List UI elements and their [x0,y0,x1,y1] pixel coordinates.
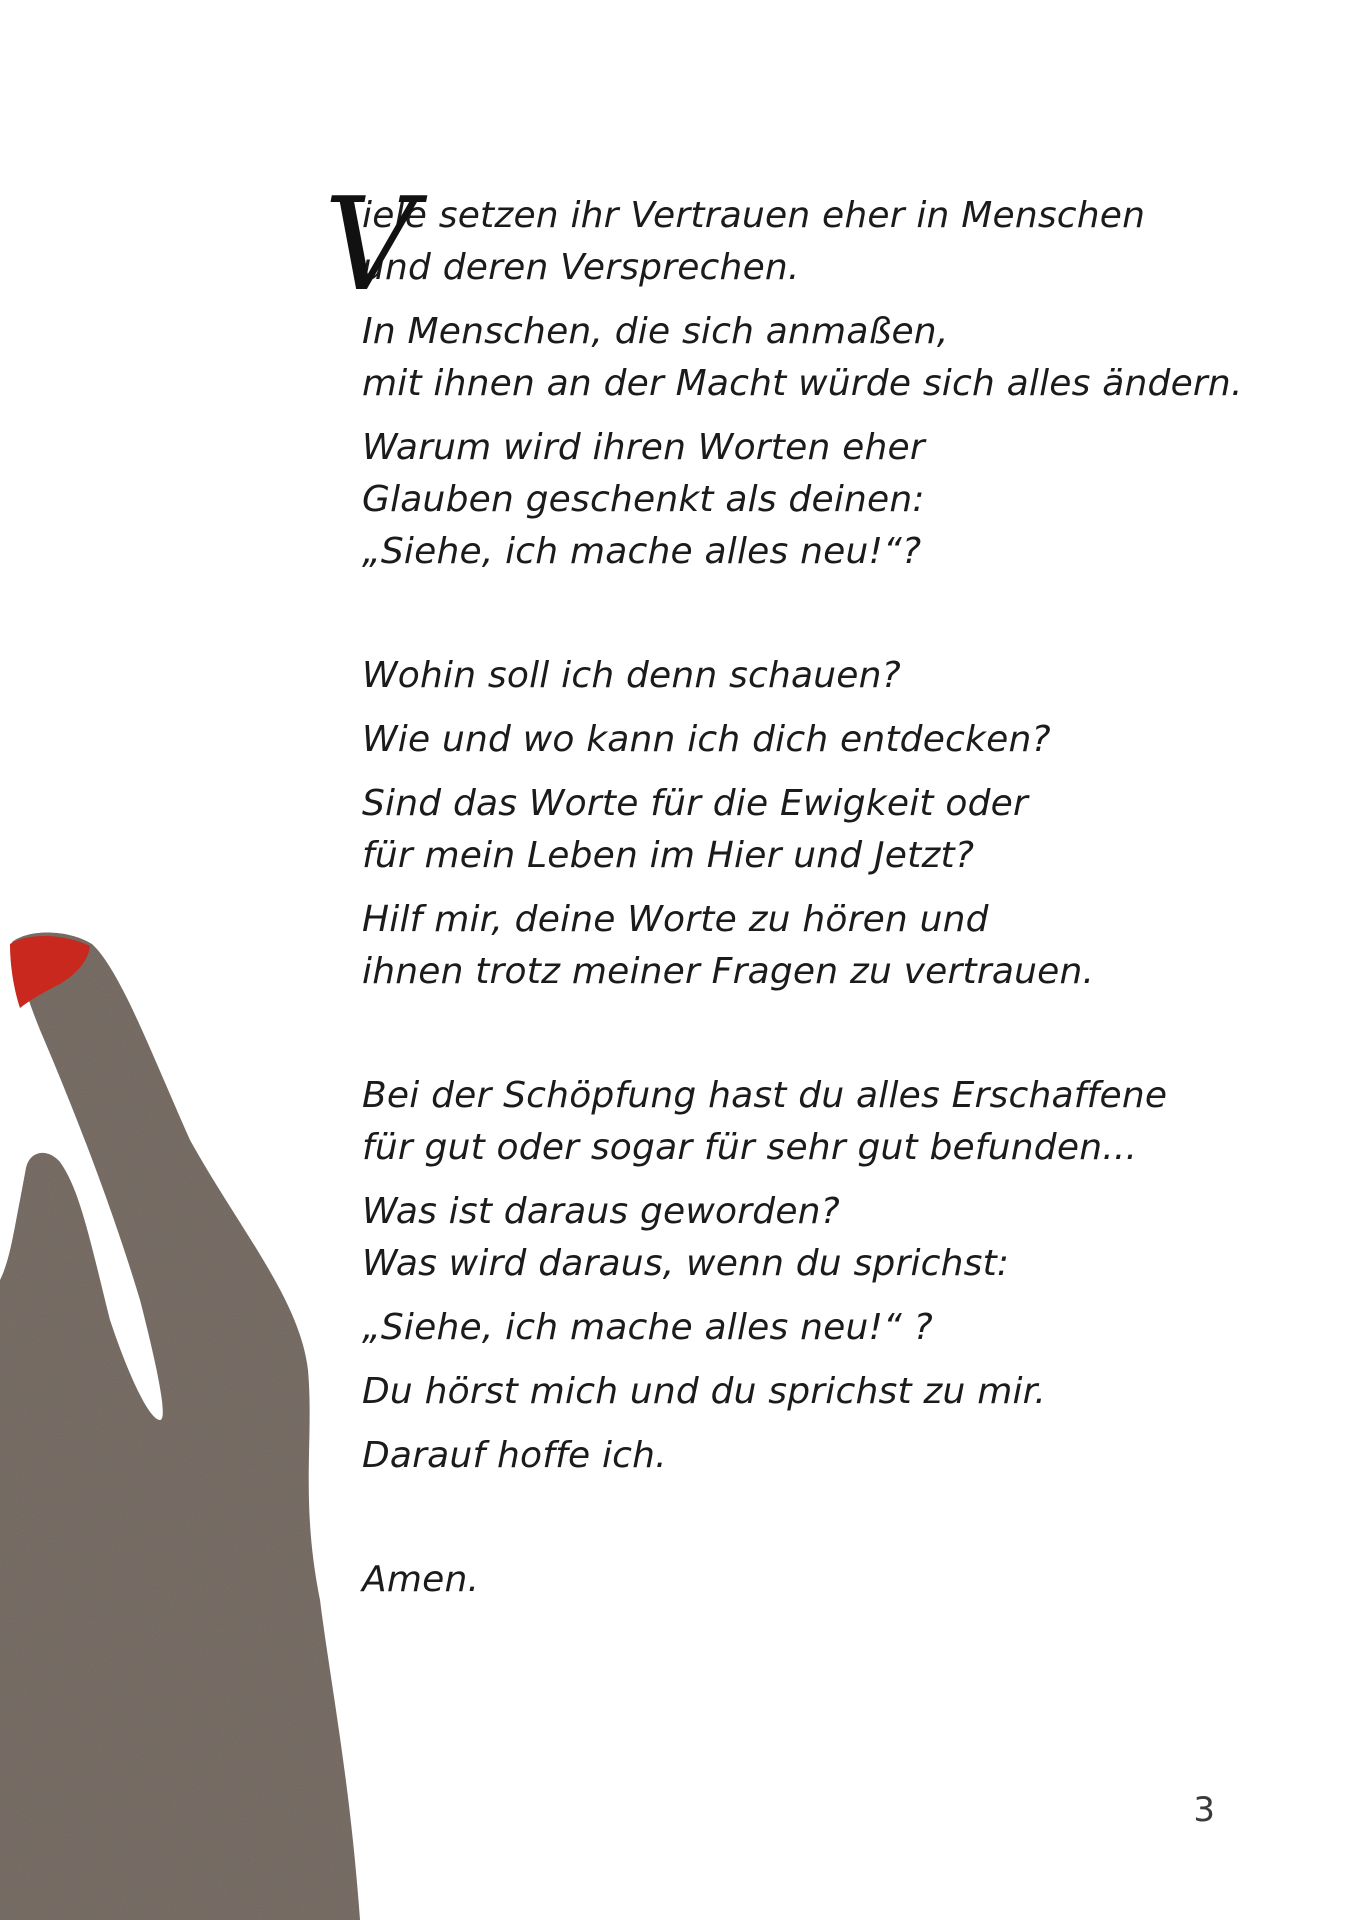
poem-line: „Siehe, ich mache alles neu!“? [362,531,922,572]
poem-line: Glauben geschenkt als deinen: [362,479,925,520]
poem-line: Wie und wo kann ich dich entdecken? [362,719,1051,760]
hand-shape [0,932,360,1920]
poem-line: „Siehe, ich mache alles neu!“ ? [362,1307,933,1348]
poem-line: Bei der Schöpfung hast du alles Erschaffene [362,1075,1168,1116]
poem-line: Sind das Worte für die Ewigkeit oder [362,783,1029,824]
poem-line: ihnen trotz meiner Fragen zu vertrauen. [362,951,1095,992]
poem-line: Warum wird ihren Worten eher [362,427,925,468]
drop-cap-letter: V [324,171,417,320]
poem-line: Was ist daraus geworden? [362,1191,840,1232]
poem-line: Wohin soll ich denn schauen? [362,655,901,696]
poem-text [324,171,1262,1606]
page-number: 3 [1193,1790,1215,1830]
poem-line: In Menschen, die sich anmaßen, [362,311,949,352]
poem-line: und deren Versprechen. [362,247,800,288]
poem-line: für mein Leben im Hier und Jetzt? [362,835,975,876]
poem-line: Hilf mir, deine Worte zu hören und [362,899,989,940]
poem-line: für gut oder sogar für sehr gut befunden... [362,1127,1138,1168]
poem-line: Darauf hoffe ich. [362,1435,667,1476]
poem-closing: Amen. [362,1559,480,1600]
poem-line: mit ihnen an der Macht würde sich alles ändern. [362,363,1243,404]
poem-line: Du hörst mich und du sprichst zu mir. [362,1371,1046,1412]
poem-line: iele setzen ihr Vertrauen eher in Menschen [362,195,1146,236]
poem-line: Was wird daraus, wenn du sprichst: [362,1243,1010,1284]
hand-illustration [0,900,360,1920]
